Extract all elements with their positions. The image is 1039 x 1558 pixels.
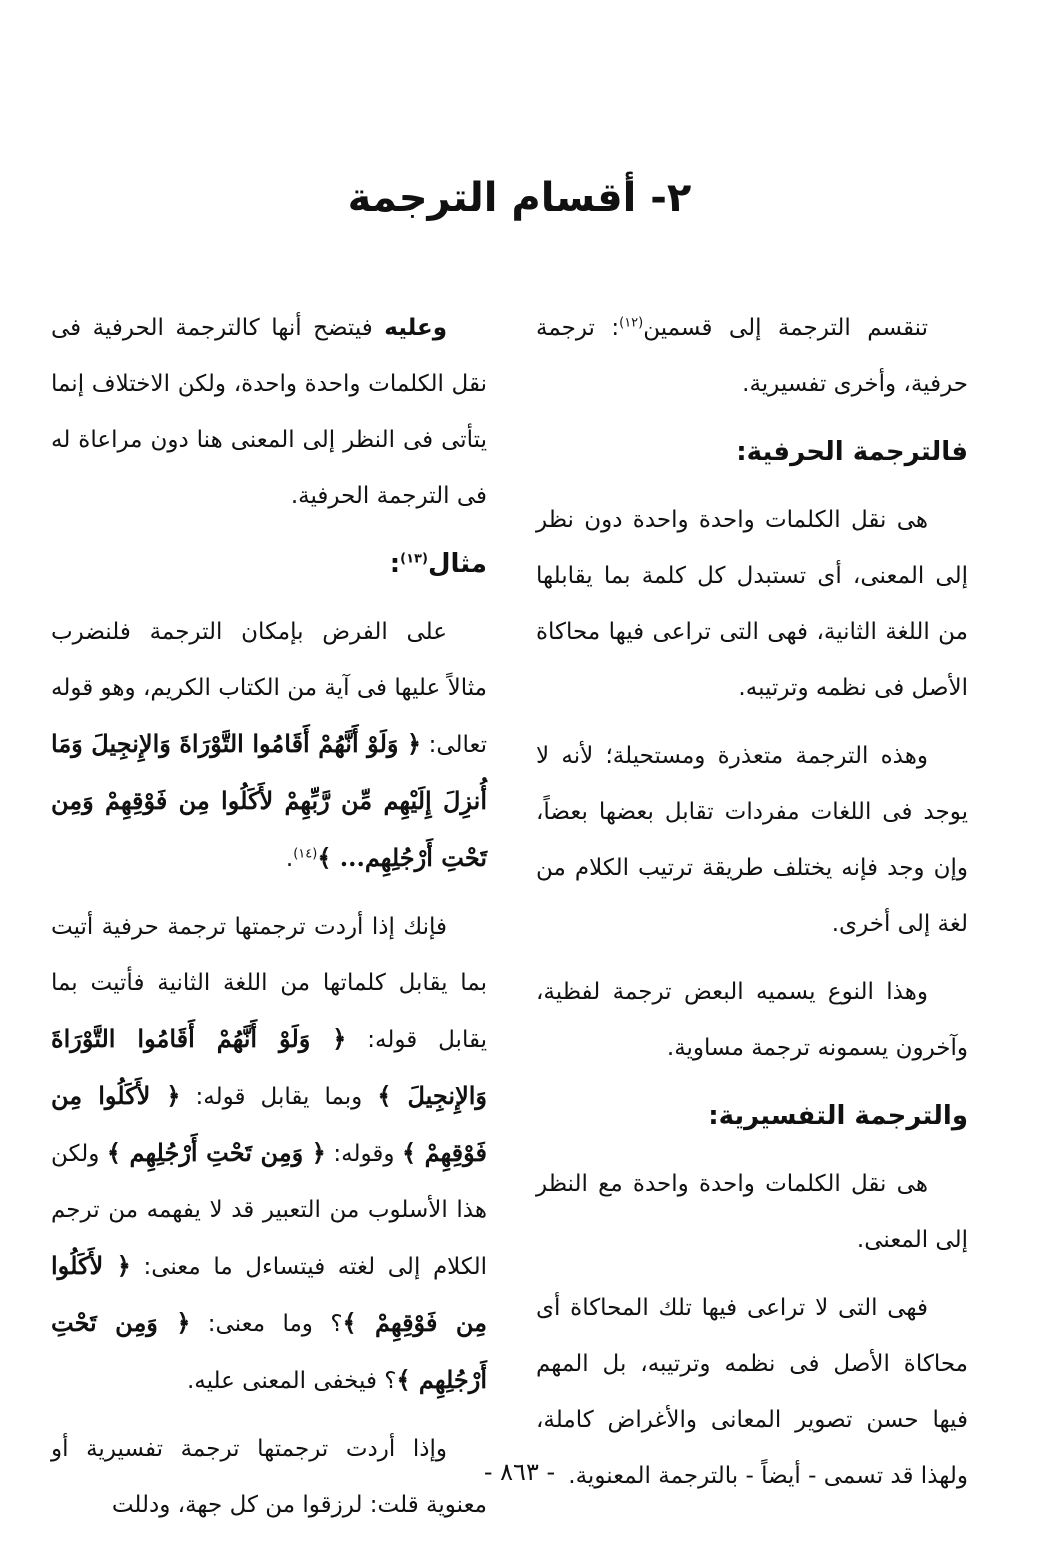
left-paragraph-2 — [51, 604, 487, 887]
quran-verse: ﴿ لأَكَلُوا مِن فَوْقِهِمْ ﴾ — [51, 1081, 487, 1167]
heading-explanatory-translation: والترجمة التفسيرية: — [708, 1101, 968, 1131]
left-paragraph-3-text-b: وبما يقابل قوله: — [180, 1084, 378, 1110]
lead-word: وعليه — [384, 315, 447, 341]
left-paragraph-2-end: . — [285, 846, 294, 872]
left-paragraph-3-text-d: ولكن هذا الأسلوب من التعبير قد لا يفهمه من ترجم الكلام إلى لغته فيتساءل ما معنى: — [51, 1141, 488, 1280]
left-paragraph-3-text-f: ؟ فيخفى المعنى عليه. — [186, 1368, 397, 1394]
heading-literal-translation: فالترجمة الحرفية: — [736, 437, 968, 467]
footnote-ref-13: (١٣) — [400, 551, 428, 567]
page-title: ٢- أقسام الترجمة — [347, 175, 692, 221]
intro-paragraph — [536, 300, 968, 412]
left-paragraph-3 — [51, 899, 487, 1409]
quran-verse: ﴿ وَمِن تَحْتِ أَرْجُلِهِم ﴾ — [51, 1308, 487, 1394]
quran-verse: ﴿ لأَكَلُوا مِن فَوْقِهِمْ ﴾ — [51, 1251, 487, 1337]
intro-text: تنقسم الترجمة إلى قسمين — [643, 315, 928, 341]
left-paragraph-4: وإذا أردت ترجمتها ترجمة تفسيرية أو معنوية قلت: لرزقوا من كل جهة، ودللت — [51, 1436, 487, 1518]
example-colon: : — [389, 549, 401, 579]
left-paragraph-1-text: فيتضح أنها كالترجمة الحرفية فى نقل الكلمات واحدة واحدة، ولكن الاختلاف إنما يتأتى فى النظر إلى المعنى هنا دون مراعاة له فى الترجمة الحرفية. — [51, 315, 487, 509]
left-paragraph-2-text: على الفرض بإمكان الترجمة فلنضرب مثالاً عليها فى آية من الكتاب الكريم، وهو قوله تعالى: — [51, 619, 487, 758]
literal-paragraph-2: وهذه الترجمة متعذرة ومستحيلة؛ لأنه لا يوجد فى اللغات مفردات تقابل بعضها بعضاً، وإن وجد فإنه يختلف طريقة ترتيب الكلام من لغة إلى أخرى. — [536, 743, 968, 937]
page-number: - ٨٦٣ - — [483, 1458, 556, 1486]
literal-paragraph-3: وهذا النوع يسميه البعض ترجمة لفظية، وآخرون يسمونه ترجمة مساوية. — [536, 979, 968, 1061]
intro-text-end: : ترجمة حرفية، وأخرى تفسيرية. — [536, 315, 968, 397]
explanatory-paragraph-1: هى نقل الكلمات واحدة واحدة مع النظر إلى المعنى. — [536, 1171, 968, 1253]
quran-verse: ﴿ وَلَوْ أَنَّهُمْ أَقَامُوا التَّوْرَاةَ وَالإِنجِيلَ ﴾ — [51, 1024, 488, 1110]
footnote-ref-14: (١٤) — [293, 846, 318, 862]
literal-paragraph-1: هى نقل الكلمات واحدة واحدة دون نظر إلى المعنى، أى تستبدل كل كلمة بما يقابلها من اللغة الثانية، فهى التى تراعى فيها محاكاة الأصل فى نظمه وترتيبه. — [536, 507, 968, 701]
footnote-ref-12: (١٢) — [619, 315, 644, 331]
quran-verse: ﴿ وَمِن تَحْتِ أَرْجُلِهِم ﴾ — [106, 1138, 326, 1167]
right-column — [536, 300, 968, 1516]
left-paragraph-1 — [51, 300, 487, 524]
quran-verse: ﴿ وَلَوْ أَنَّهُمْ أَقَامُوا التَّوْرَاةَ وَالإِنجِيلَ وَمَا أُنزِلَ إِلَيْهِم مِّن رَّبِّهِمْ لأَكَلُوا مِن فَوْقِهِمْ وَمِن تَحْتِ أَرْجُلِهِم... ﴾ — [51, 729, 487, 872]
left-column — [51, 300, 487, 1545]
left-paragraph-3-text-c: وقوله: — [325, 1141, 402, 1167]
explanatory-paragraph-2: فهى التى لا تراعى فيها تلك المحاكاة أى محاكاة الأصل فى نظمه وترتيبه، بل المهم فيها حسن تصوير المعانى والأغراض كاملة، ولهذا قد تسمى - أيضاً - بالترجمة المعنوية. — [536, 1295, 968, 1489]
example-heading — [51, 536, 487, 592]
left-paragraph-3-text-e: ؟ وما معنى: — [190, 1311, 343, 1337]
left-paragraph-3-text-a: فإنك إذا أردت ترجمتها ترجمة حرفية أتيت بما يقابل كلماتها من اللغة الثانية فأتيت بما يقابل قوله: — [51, 914, 488, 1053]
example-label: مثال — [427, 549, 487, 579]
